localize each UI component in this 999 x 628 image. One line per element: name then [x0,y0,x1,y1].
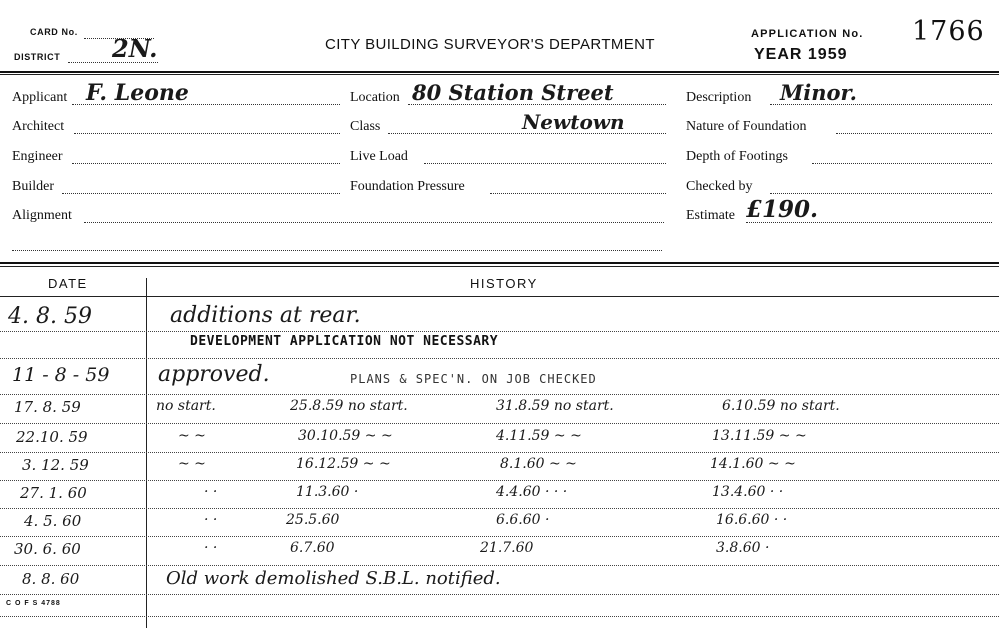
checked-by-label: Checked by [686,179,753,194]
alignment-label: Alignment [12,208,72,223]
row-entry: 16.6.60 · · [716,512,788,528]
header-rule [0,71,999,73]
district-value: 2N. [112,34,158,63]
foundation-pressure-label: Foundation Pressure [350,179,465,194]
table-row [0,358,999,359]
row-entry: 4.11.59 ~ ~ [496,428,582,444]
table-row [0,394,999,395]
row-entry: 25.8.59 no start. [290,398,408,414]
table-row [0,452,999,453]
nature-foundation-label: Nature of Foundation [686,119,807,134]
row-entry: 6.10.59 no start. [722,398,840,414]
table-row [0,594,999,595]
row-date: 8. 8. 60 [22,570,80,588]
row-date: 3. 12. 59 [22,456,89,474]
row-entry: ~ ~ [178,428,206,444]
row-entry: 4.4.60 · · · [496,484,568,500]
date-column-header: DATE [48,276,88,291]
alignment-line [84,222,664,223]
development-stamp: DEVELOPMENT APPLICATION NOT NECESSARY [190,334,499,349]
row-date: 4. 8. 59 [8,304,92,329]
description-label: Description [686,90,752,105]
card-no-label: CARD No. [30,27,78,37]
row-date: 4. 5. 60 [24,512,82,530]
nature-foundation-line [836,133,992,134]
header-rule-2 [0,74,999,75]
class-label: Class [350,119,381,134]
live-load-label: Live Load [350,149,408,164]
fields-rule-2 [0,266,999,267]
row-entry: ~ ~ [178,456,206,472]
architect-line [74,133,340,134]
engineer-line [72,163,340,164]
year-label: YEAR 1959 [754,46,848,63]
history-column-header: HISTORY [470,276,538,291]
application-number: 1766 [912,16,985,47]
table-row [0,616,999,617]
depth-footings-label: Depth of Footings [686,149,788,164]
row-date: 22.10. 59 [16,428,88,446]
engineer-label: Engineer [12,149,63,164]
builder-label: Builder [12,179,54,194]
builder-line [62,193,340,194]
row-date: 27. 1. 60 [20,484,87,502]
applicant-label: Applicant [12,90,68,105]
description-value: Minor. [780,80,857,105]
estimate-value: £190. [746,196,819,223]
row-entry: 6.6.60 · [496,512,550,528]
fields-rule [0,262,999,264]
table-row [0,423,999,424]
table-header-rule [0,296,999,297]
row-entry: 25.5.60 [286,512,340,528]
table-row [0,536,999,537]
row-entry: 31.8.59 no start. [496,398,614,414]
row-entry: 21.7.60 [480,540,534,556]
location-label: Location [350,90,400,105]
table-row [0,480,999,481]
blank-line [12,250,662,251]
row-entry: 16.12.59 ~ ~ [296,456,391,472]
row-entry: 6.7.60 [290,540,335,556]
row-entry: 13.11.59 ~ ~ [712,428,807,444]
row-entry: 13.4.60 · · [712,484,784,500]
district-label: DISTRICT [14,52,61,62]
table-row [0,331,999,332]
estimate-label: Estimate [686,208,735,223]
live-load-line [424,163,666,164]
form-code: C O F S 4788 [6,600,61,607]
row-entry: 30.10.59 ~ ~ [298,428,393,444]
applicant-value: F. Leone [86,80,189,106]
row-entry: Old work demolished S.B.L. notified. [166,568,501,589]
row-entry: · · [204,540,218,556]
row-entry: · · [204,484,218,500]
row-entry: · · [204,512,218,528]
foundation-pressure-line [490,193,666,194]
checked-by-line [770,193,992,194]
architect-label: Architect [12,119,65,134]
application-no-label: APPLICATION No. [751,28,864,40]
row-entry: 11.3.60 · [296,484,359,500]
table-row [0,565,999,566]
department-title: CITY BUILDING SURVEYOR'S DEPARTMENT [325,36,655,53]
depth-footings-line [812,163,992,164]
row-entry: 14.1.60 ~ ~ [710,456,796,472]
table-row [0,508,999,509]
plans-checked-stamp: PLANS & SPEC'N. ON JOB CHECKED [350,372,597,386]
row-entry: additions at rear. [170,303,361,328]
location-value: 80 Station Street [412,80,614,105]
row-date: 11 - 8 - 59 [12,364,110,386]
row-date: 17. 8. 59 [14,398,81,416]
row-entry: 8.1.60 ~ ~ [500,456,577,472]
row-entry: approved. [158,362,270,387]
row-entry: 3.8.60 · [716,540,770,556]
row-entry: no start. [156,398,216,414]
class-value: Newtown [522,110,625,134]
row-date: 30. 6. 60 [14,540,81,558]
